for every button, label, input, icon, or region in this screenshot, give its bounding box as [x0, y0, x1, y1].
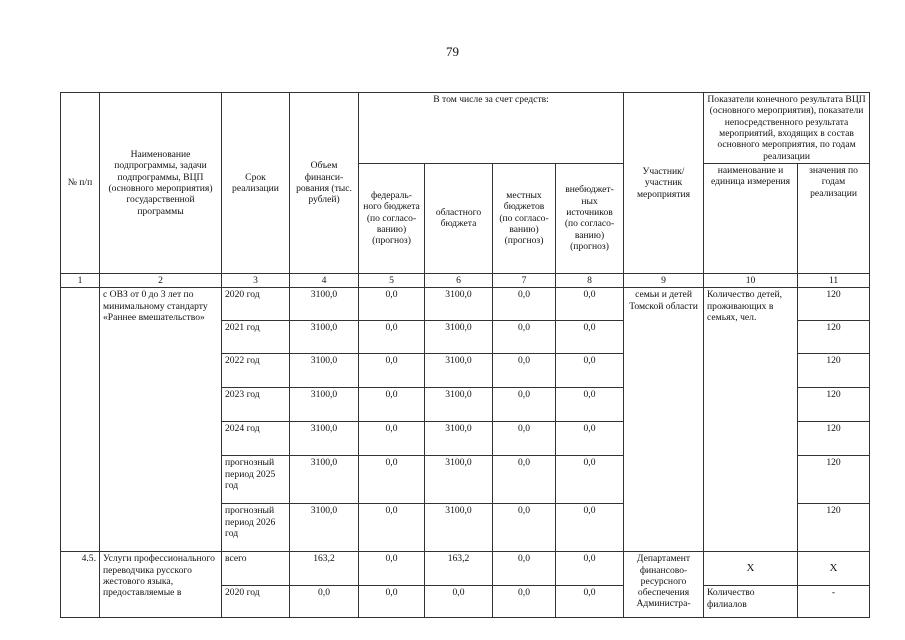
federal-cell: 0,0 — [359, 422, 425, 456]
period-cell: всего — [222, 552, 290, 586]
col-number: 1 — [61, 273, 100, 287]
header-federal: федераль-ного бюджета (по согласо-ванию) (прогноз) — [359, 163, 425, 273]
local-cell: 0,0 — [493, 388, 556, 422]
volume-cell: 3100,0 — [290, 354, 359, 388]
regional-cell: 163,2 — [425, 552, 493, 586]
offbudget-cell: 0,0 — [556, 504, 624, 552]
federal-cell: 0,0 — [359, 388, 425, 422]
regional-cell: 3100,0 — [425, 321, 493, 354]
row-num — [61, 288, 100, 552]
federal-cell: 0,0 — [359, 586, 425, 618]
local-cell: 0,0 — [493, 504, 556, 552]
period-cell: 2020 год — [222, 586, 290, 618]
period-cell: 2022 год — [222, 354, 290, 388]
header-period: Срок реализации — [222, 93, 290, 274]
header-ind-name: наименование и единица измерения — [704, 163, 798, 273]
volume-cell: 3100,0 — [290, 456, 359, 504]
indicator-name-cell: Количество детей, проживающих в семьях, чел. — [704, 288, 798, 552]
federal-cell: 0,0 — [359, 456, 425, 504]
indicator-value-cell: X — [798, 552, 870, 586]
indicator-name-cell: X — [704, 552, 798, 586]
offbudget-cell: 0,0 — [556, 422, 624, 456]
table-row — [61, 552, 870, 586]
col-number: 7 — [493, 273, 556, 287]
participant-cell: Департамент финансово-ресурсного обеспечения Администра- — [624, 552, 704, 618]
header-local: местных бюджетов (по согласо-ванию) (прогноз) — [493, 163, 556, 273]
volume-cell: 0,0 — [290, 586, 359, 618]
local-cell: 0,0 — [493, 456, 556, 504]
table-row — [61, 288, 870, 321]
subprogram-name: Услуги профессионального переводчика русского жестового языка, предоставляемые в — [100, 552, 222, 618]
header-incl-group: В том числе за счет средств: — [359, 93, 624, 164]
federal-cell: 0,0 — [359, 552, 425, 586]
indicator-value-cell: 120 — [798, 321, 870, 354]
volume-cell: 163,2 — [290, 552, 359, 586]
indicator-value-cell: 120 — [798, 354, 870, 388]
col-number: 8 — [556, 273, 624, 287]
column-number-row — [61, 273, 870, 287]
federal-cell: 0,0 — [359, 288, 425, 321]
offbudget-cell: 0,0 — [556, 552, 624, 586]
col-number: 2 — [100, 273, 222, 287]
period-cell: прогнозный период 2026 год — [222, 504, 290, 552]
participant-cell: семьи и детей Томской области — [624, 288, 704, 552]
federal-cell: 0,0 — [359, 504, 425, 552]
period-cell: 2020 год — [222, 288, 290, 321]
local-cell: 0,0 — [493, 354, 556, 388]
federal-cell: 0,0 — [359, 321, 425, 354]
regional-cell: 3100,0 — [425, 422, 493, 456]
header-name: Наименование подпрограммы, задачи подпрограммы, ВЦП (основного мероприятия) государственной программы — [100, 93, 222, 274]
indicator-value-cell: 120 — [798, 288, 870, 321]
indicator-value-cell: 120 — [798, 388, 870, 422]
offbudget-cell: 0,0 — [556, 586, 624, 618]
header-volume: Объем финанси-рования (тыс. рублей) — [290, 93, 359, 274]
volume-cell: 3100,0 — [290, 321, 359, 354]
federal-cell: 0,0 — [359, 354, 425, 388]
indicator-value-cell: 120 — [798, 504, 870, 552]
period-cell: прогнозный период 2025 год — [222, 456, 290, 504]
header-regional: областного бюджета — [425, 163, 493, 273]
volume-cell: 3100,0 — [290, 504, 359, 552]
offbudget-cell: 0,0 — [556, 388, 624, 422]
regional-cell: 3100,0 — [425, 354, 493, 388]
col-number: 10 — [704, 273, 798, 287]
regional-cell: 3100,0 — [425, 456, 493, 504]
indicator-value-cell: 120 — [798, 422, 870, 456]
regional-cell: 3100,0 — [425, 288, 493, 321]
indicator-name-cell: Количество филиалов — [704, 586, 798, 618]
indicator-value-cell: 120 — [798, 456, 870, 504]
indicator-value-cell: - — [798, 586, 870, 618]
period-cell: 2021 год — [222, 321, 290, 354]
col-number: 6 — [425, 273, 493, 287]
row-num: 4.5. — [61, 552, 100, 618]
period-cell: 2024 год — [222, 422, 290, 456]
local-cell: 0,0 — [493, 586, 556, 618]
col-number: 9 — [624, 273, 704, 287]
header-indicators-group: Показатели конечного результата ВЦП (основного мероприятия), показатели непосредственного результата мероприятий, входящих в состав основного мероприятия, по годам реализации — [704, 93, 870, 164]
col-number: 11 — [798, 273, 870, 287]
offbudget-cell: 0,0 — [556, 288, 624, 321]
offbudget-cell: 0,0 — [556, 321, 624, 354]
header-ind-values: значения по годам реализации — [798, 163, 870, 273]
local-cell: 0,0 — [493, 321, 556, 354]
local-cell: 0,0 — [493, 288, 556, 321]
header-offbudget: внебюджет-ных источников (по согласо-ванию) (прогноз) — [556, 163, 624, 273]
col-number: 5 — [359, 273, 425, 287]
page-number: 79 — [446, 44, 459, 59]
volume-cell: 3100,0 — [290, 422, 359, 456]
local-cell: 0,0 — [493, 422, 556, 456]
header-num: № п/п — [61, 93, 100, 274]
col-number: 3 — [222, 273, 290, 287]
regional-cell: 3100,0 — [425, 504, 493, 552]
subprogram-name: с ОВЗ от 0 до 3 лет по минимальному стандарту «Раннее вмешательство» — [100, 288, 222, 552]
regional-cell: 3100,0 — [425, 388, 493, 422]
offbudget-cell: 0,0 — [556, 456, 624, 504]
regional-cell: 0,0 — [425, 586, 493, 618]
header-participant: Участник/ участник мероприятия — [624, 93, 704, 274]
period-cell: 2023 год — [222, 388, 290, 422]
col-number: 4 — [290, 273, 359, 287]
program-table — [60, 92, 870, 618]
local-cell: 0,0 — [493, 552, 556, 586]
offbudget-cell: 0,0 — [556, 354, 624, 388]
volume-cell: 3100,0 — [290, 388, 359, 422]
volume-cell: 3100,0 — [290, 288, 359, 321]
